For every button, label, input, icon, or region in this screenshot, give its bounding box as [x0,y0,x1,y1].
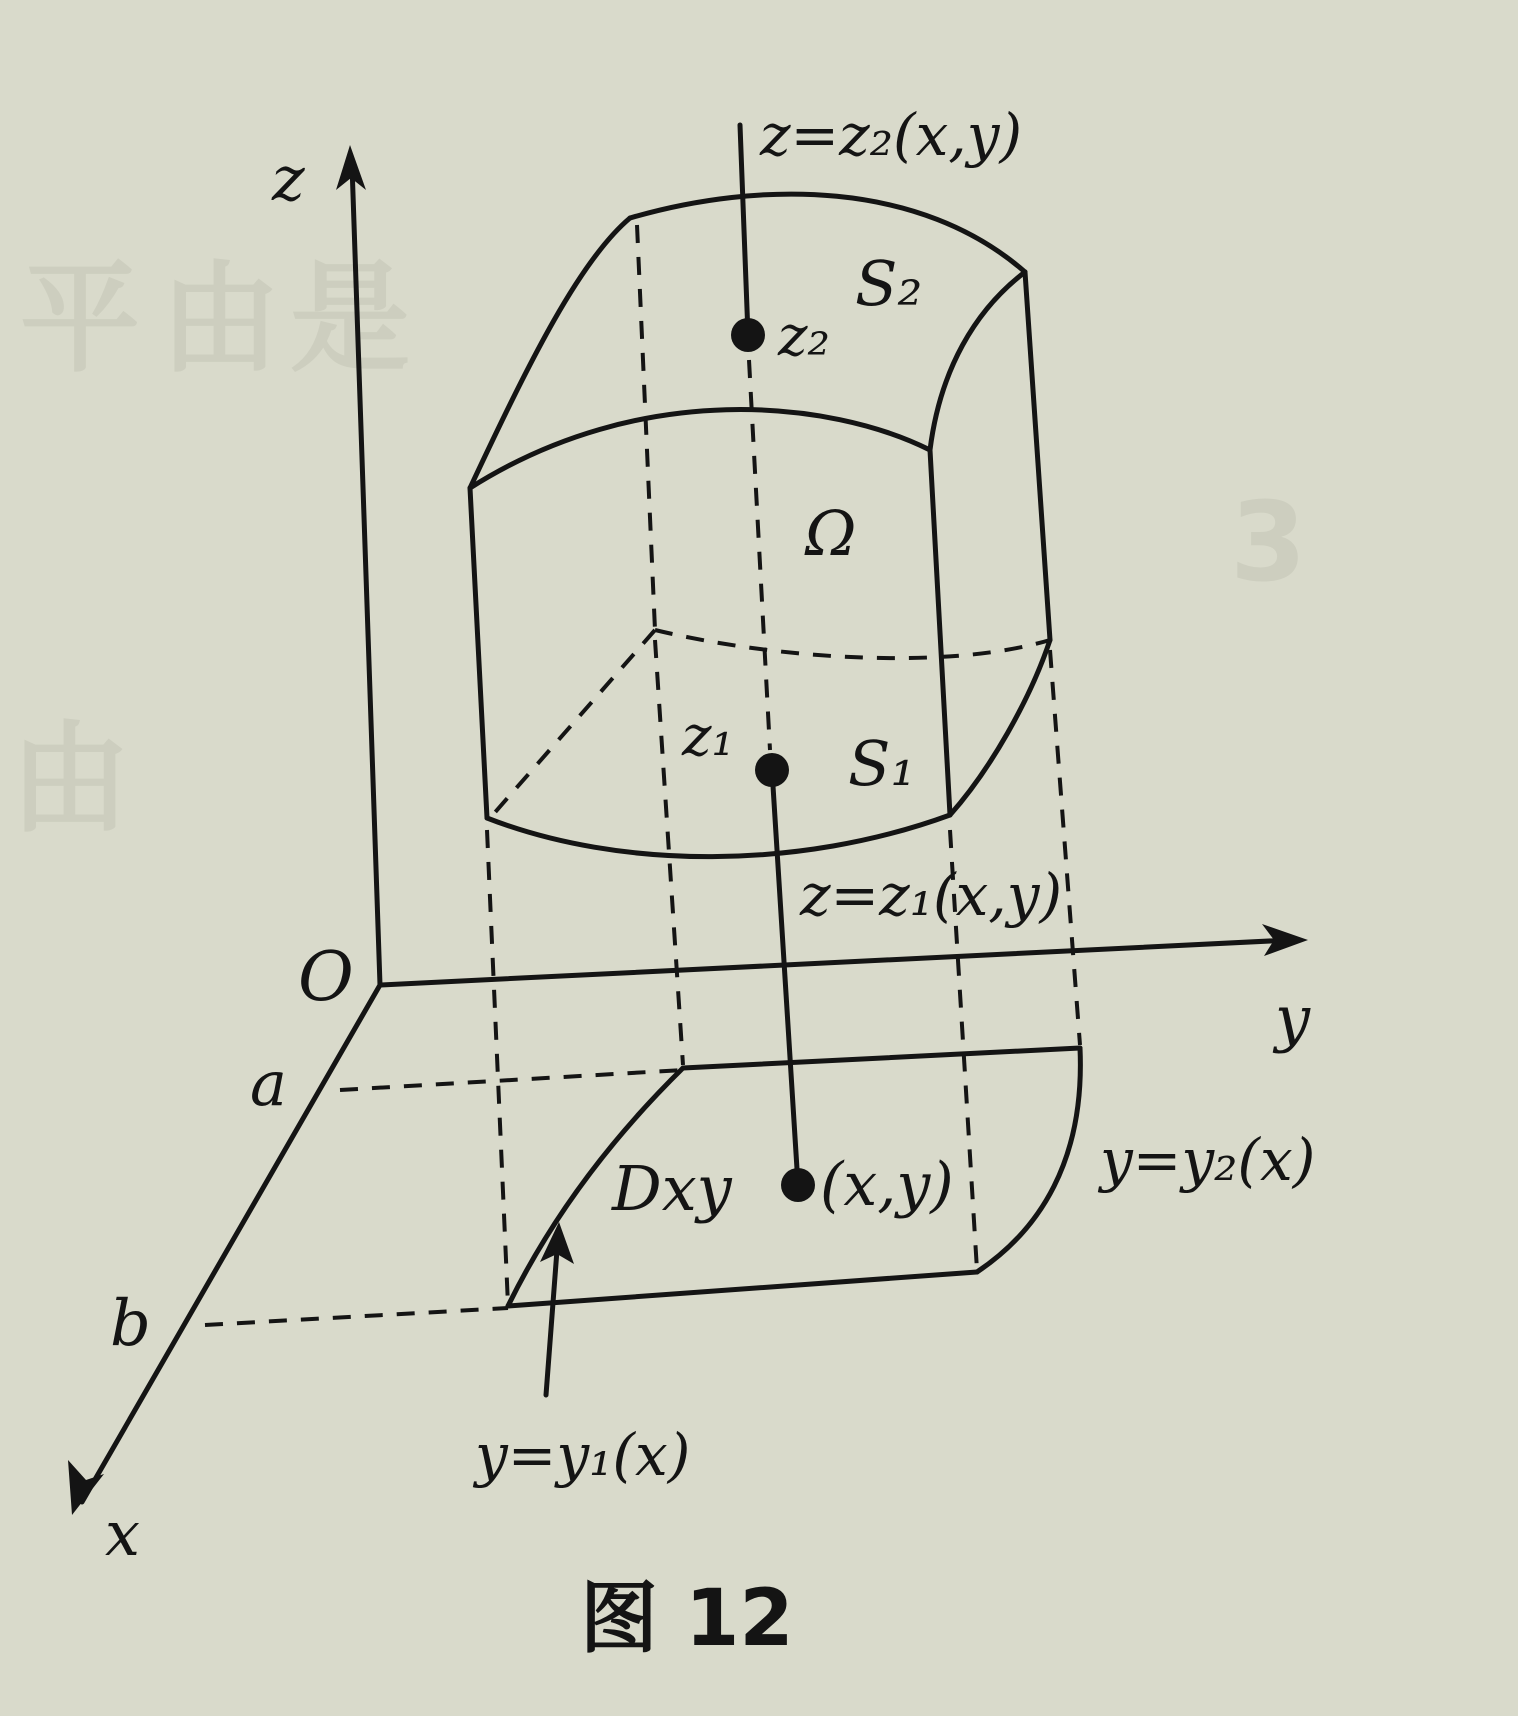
hidden-bottom-left-edge [490,630,655,818]
left-boundary-equation: y=y₁(x) [475,1421,691,1489]
bottom-surface-equation: z=z₁(x,y) [800,861,1063,929]
projection-left-back [655,640,683,1065]
point-z2 [731,318,765,352]
origin-label: O [298,938,354,1017]
top-surface-equation: z=z₂(x,y) [760,101,1023,169]
labels [105,101,1315,1664]
svg-text:由: 由 [10,710,130,849]
y-axis-label: y [1275,982,1311,1055]
top-surface-front-edge [470,410,930,488]
z-axis-label: z [272,142,305,215]
figure-caption: 图 12 [580,1574,794,1664]
top-surface-back-edge [630,194,1025,272]
column-line-lower [772,770,798,1185]
x-axis-label: x [105,1497,140,1570]
x-axis [82,985,380,1502]
hidden-bottom-back-edge [655,630,1050,658]
svg-text:由: 由 [160,250,280,389]
column-line-middle-hidden [749,360,770,750]
column-line [731,125,815,1202]
projection-a-line [340,1070,683,1090]
projection-b-line [205,1308,508,1325]
projection-right-back [1050,650,1080,1045]
bottom-surface-label: S₁ [848,727,916,800]
projection-left-front [487,830,508,1305]
point-xy [781,1168,815,1202]
svg-text:平: 平 [20,250,140,389]
svg-text:是: 是 [290,250,410,389]
bottom-surface-right-edge [950,640,1050,815]
y-axis [380,940,1290,985]
solid-region [470,194,1050,857]
svg-text:3: 3 [1230,478,1307,606]
left-boundary-pointer-shaft [546,1250,557,1395]
tick-b-label: b [110,1287,151,1361]
domain-label: Dxy [612,1152,732,1225]
side-edge-front-right [930,450,950,815]
domain-point-label: (x,y) [820,1150,954,1220]
tick-a-label: a [250,1047,287,1120]
side-edge-back-right [1025,272,1050,640]
left-boundary-pointer [540,1222,574,1395]
region-label: Ω [805,497,857,570]
bottom-surface-front-edge [487,815,950,857]
top-point-label: z₂ [778,304,830,369]
background-bleed [10,250,1307,849]
bottom-point-label: z₁ [682,704,734,769]
domain-top-edge [683,1048,1080,1068]
top-surface-right-edge [930,272,1025,450]
top-surface-label: S₂ [855,247,923,320]
point-z1 [755,753,789,787]
hidden-back-vertical-edge [637,225,655,630]
domain-right-boundary-curve [977,1048,1080,1272]
column-line-upper [740,125,748,335]
domain-bottom-edge [508,1272,977,1306]
right-boundary-equation: y=y₂(x) [1100,1126,1316,1194]
side-edge-left [470,488,487,818]
